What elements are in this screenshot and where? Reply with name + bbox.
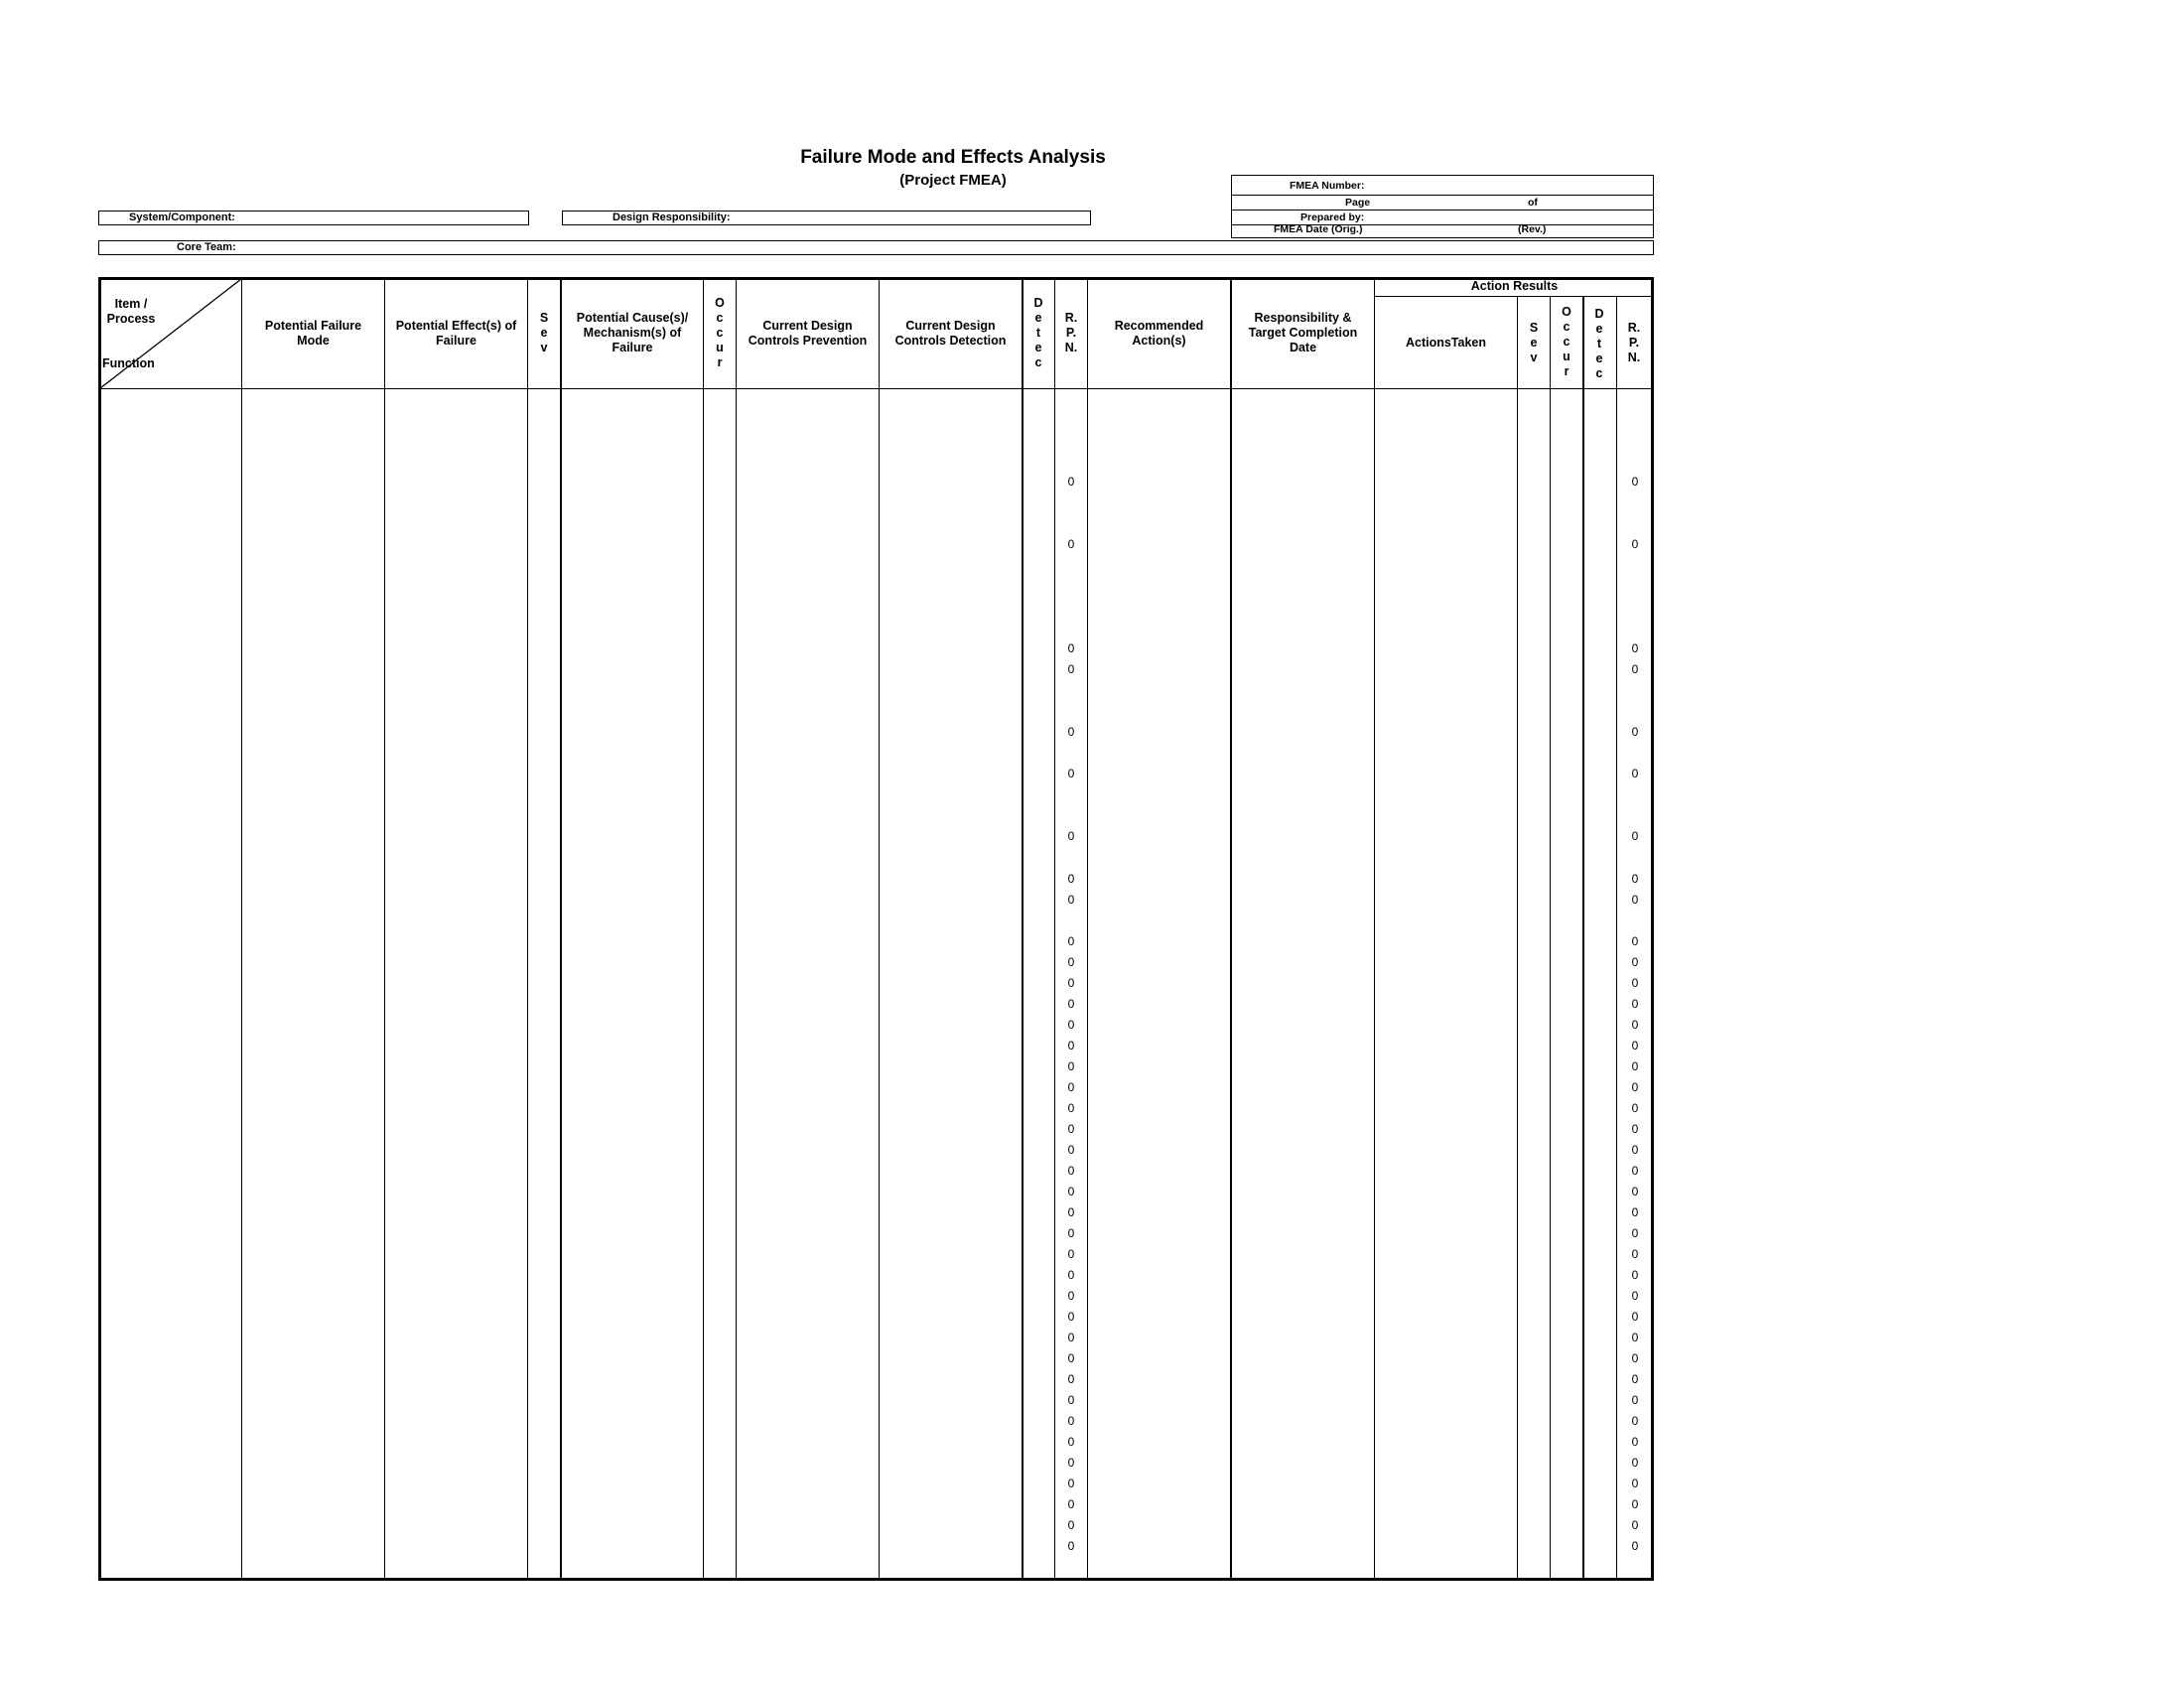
rpn-result-value: 0 [1631,1289,1639,1303]
rpn-result-value: 0 [1631,1518,1639,1532]
rpn-result-value: 0 [1631,1393,1639,1407]
rpn-result-value: 0 [1631,976,1639,990]
fmea-meta-box [1231,175,1654,238]
rpn-value: 0 [1067,1268,1075,1282]
fmea-date-row[interactable] [1232,225,1653,238]
rpn-value: 0 [1067,893,1075,907]
header-potential-failure-mode: Potential Failure Mode [264,319,362,348]
rpn-value: 0 [1067,1477,1075,1490]
header-ar-rpn: R. P. N. [1627,321,1641,364]
rpn-value: 0 [1067,1518,1075,1532]
design-responsibility-field[interactable] [562,211,1091,225]
rpn-value: 0 [1067,1018,1075,1032]
rpn-value: 0 [1067,1372,1075,1386]
column-divider [1230,277,1232,1581]
column-divider [1517,296,1518,1581]
rpn-value: 0 [1067,1039,1075,1053]
of-label: of [1528,197,1538,209]
rpn-result-value: 0 [1631,1268,1639,1282]
rpn-value: 0 [1067,1143,1075,1157]
rpn-result-value: 0 [1631,1226,1639,1240]
rpn-value: 0 [1067,829,1075,843]
column-divider [1087,277,1088,1581]
rpn-result-value: 0 [1631,1143,1639,1157]
rpn-result-value: 0 [1631,767,1639,780]
rpn-result-value: 0 [1631,1456,1639,1470]
rpn-result-value: 0 [1631,1185,1639,1198]
rpn-result-value: 0 [1631,893,1639,907]
rpn-value: 0 [1067,662,1075,676]
fmea-date-label: FMEA Date (Orig.) [1274,223,1363,235]
rpn-value: 0 [1067,1456,1075,1470]
header-sev: S e v [539,311,549,354]
rpn-value: 0 [1067,1414,1075,1428]
rpn-result-value: 0 [1631,872,1639,886]
rpn-result-value: 0 [1631,955,1639,969]
rpn-value: 0 [1067,767,1075,780]
column-divider [1022,277,1024,1581]
system-component-field[interactable] [98,211,529,225]
header-ar-sev: S e v [1529,321,1539,364]
rpn-result-value: 0 [1631,1331,1639,1344]
column-divider [560,277,562,1581]
core-team-label: Core Team: [177,241,236,253]
header-item-process: Item / Process [106,297,156,326]
rpn-result-value: 0 [1631,829,1639,843]
rpn-result-value: 0 [1631,1539,1639,1553]
header-action-results: Action Results [1470,279,1559,293]
rpn-value: 0 [1067,1059,1075,1073]
rpn-value: 0 [1067,1101,1075,1115]
column-divider [384,277,385,1581]
rpn-value: 0 [1067,725,1075,739]
rpn-value: 0 [1067,934,1075,948]
rpn-result-value: 0 [1631,1414,1639,1428]
rpn-result-value: 0 [1631,997,1639,1011]
rpn-result-value: 0 [1631,1122,1639,1136]
rpn-result-value: 0 [1631,537,1639,551]
fmea-number-label: FMEA Number: [1290,180,1365,192]
column-divider [703,277,704,1581]
rpn-value: 0 [1067,872,1075,886]
rpn-value: 0 [1067,1289,1075,1303]
rpn-result-value: 0 [1631,1351,1639,1365]
rpn-value: 0 [1067,1351,1075,1365]
rpn-result-value: 0 [1631,1435,1639,1449]
rpn-value: 0 [1067,1205,1075,1219]
rpn-result-value: 0 [1631,1497,1639,1511]
rpn-value: 0 [1067,1331,1075,1344]
prepared-by-label: Prepared by: [1300,211,1365,223]
rpn-value: 0 [1067,1539,1075,1553]
header-divider [98,388,1654,389]
rpn-value: 0 [1067,1080,1075,1094]
rpn-result-value: 0 [1631,1080,1639,1094]
rpn-result-value: 0 [1631,1247,1639,1261]
rpn-value: 0 [1067,1310,1075,1324]
rpn-result-value: 0 [1631,1059,1639,1073]
header-occur: O c c u r [715,296,725,369]
header-controls-prevention: Current Design Controls Prevention [748,319,868,348]
header-actions-taken: ActionsTaken [1405,336,1487,350]
column-divider [1374,277,1375,1581]
column-divider [879,277,880,1581]
column-divider [1616,296,1617,1581]
rpn-result-value: 0 [1631,934,1639,948]
header-function: Function [102,356,155,370]
rpn-value: 0 [1067,1247,1075,1261]
rpn-result-value: 0 [1631,1310,1639,1324]
column-divider [736,277,737,1581]
rev-label: (Rev.) [1518,223,1547,235]
column-divider [527,277,528,1581]
action-results-divider [1374,296,1654,297]
header-rpn: R. P. N. [1064,311,1078,354]
rpn-result-value: 0 [1631,1372,1639,1386]
rpn-result-value: 0 [1631,1039,1639,1053]
fmea-number-row[interactable] [1232,176,1653,196]
rpn-value: 0 [1067,1393,1075,1407]
rpn-value: 0 [1067,475,1075,489]
rpn-result-value: 0 [1631,641,1639,655]
header-potential-effects: Potential Effect(s) of Failure [395,319,517,348]
rpn-value: 0 [1067,1122,1075,1136]
header-ar-occur: O c c u r [1562,305,1571,378]
header-potential-causes: Potential Cause(s)/ Mechanism(s) of Failure [576,311,689,354]
header-recommended-actions: Recommended Action(s) [1114,319,1204,348]
rpn-result-value: 0 [1631,725,1639,739]
rpn-value: 0 [1067,641,1075,655]
core-team-field[interactable] [98,240,1654,255]
rpn-result-value: 0 [1631,1101,1639,1115]
rpn-value: 0 [1067,537,1075,551]
column-divider [241,277,242,1581]
rpn-value: 0 [1067,1497,1075,1511]
rpn-value: 0 [1067,997,1075,1011]
rpn-value: 0 [1067,1435,1075,1449]
header-diagonal [98,277,243,390]
fmea-table [98,277,1654,1581]
header-detec: D e t e c [1033,296,1043,369]
page-row[interactable] [1232,196,1653,211]
page-label: Page [1345,197,1371,209]
page-title: Failure Mode and Effects Analysis [800,147,1106,168]
rpn-value: 0 [1067,1185,1075,1198]
header-ar-detec: D e t e c [1594,307,1604,380]
rpn-value: 0 [1067,976,1075,990]
system-component-label: System/Component: [129,211,235,223]
design-responsibility-label: Design Responsibility: [613,211,731,223]
rpn-result-value: 0 [1631,1164,1639,1178]
rpn-result-value: 0 [1631,1205,1639,1219]
rpn-value: 0 [1067,1164,1075,1178]
rpn-result-value: 0 [1631,1018,1639,1032]
column-divider [1582,296,1584,1581]
header-controls-detection: Current Design Controls Detection [894,319,1007,348]
rpn-result-value: 0 [1631,1477,1639,1490]
column-divider [1054,277,1055,1581]
page-subtitle: (Project FMEA) [899,172,1007,189]
column-divider [1550,296,1551,1581]
rpn-value: 0 [1067,1226,1075,1240]
rpn-result-value: 0 [1631,475,1639,489]
rpn-value: 0 [1067,955,1075,969]
header-responsibility: Responsibility & Target Completion Date [1248,311,1358,354]
rpn-result-value: 0 [1631,662,1639,676]
